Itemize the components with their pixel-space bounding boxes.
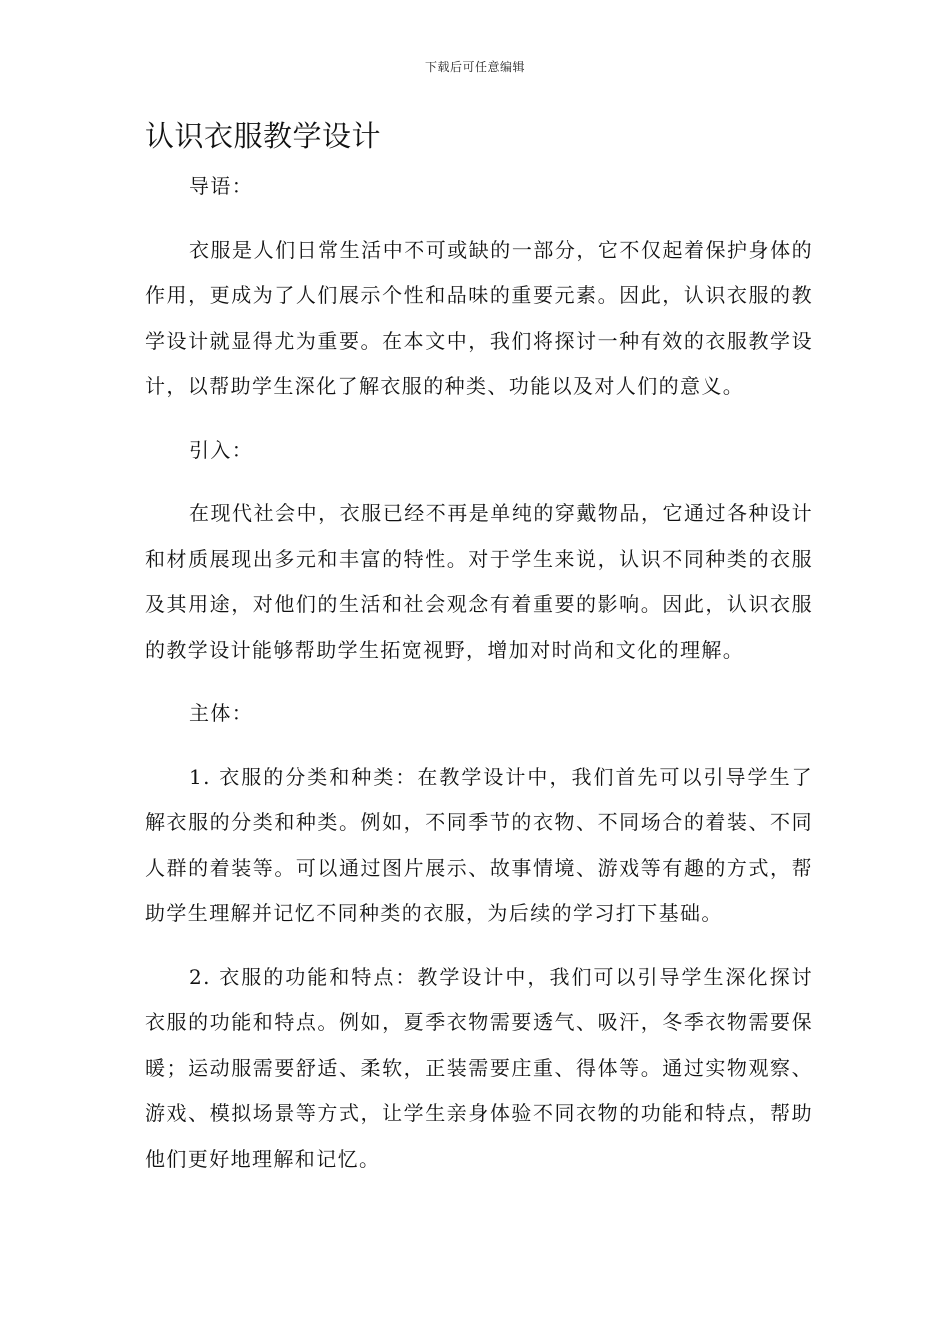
section-label-body: 主体： [189,701,254,725]
document-body [145,164,813,1200]
paragraph-point-1: 1. 衣服的分类和种类：在教学设计中，我们首先可以引导学生了解衣服的分类和种类。例如，不同季节的衣物、不同场合的着装、不同人群的着装等。可以通过图片展示、故事情境、游戏等有趣的方式，帮助学生理解并记忆不同种类的衣服，为后续的学习打下基础。 [145,764,813,925]
document-title: 认识衣服教学设计 [145,119,382,153]
paragraph-lead-in: 在现代社会中，衣服已经不再是单纯的穿戴物品，它通过各种设计和材质展现出多元和丰富的特性。对于学生来说，认识不同种类的衣服及其用途，对他们的生活和社会观念有着重要的影响。因此，认识衣服的教学设计能够帮助学生拓宽视野，增加对时尚和文化的理解。 [145,501,813,662]
paragraph-point-2: 2. 衣服的功能和特点：教学设计中，我们可以引导学生深化探讨衣服的功能和特点。例如，夏季衣物需要透气、吸汗，冬季衣物需要保暖；运动服需要舒适、柔软，正装需要庄重、得体等。通过实物观察、游戏、模拟场景等方式，让学生亲身体验不同衣物的功能和特点，帮助他们更好地理解和记忆。 [145,964,813,1171]
section-label-lead-in: 引入： [189,437,254,462]
paragraph-intro: 衣服是人们日常生活中不可或缺的一部分，它不仅起着保护身体的作用，更成为了人们展示个性和品味的重要元素。因此，认识衣服的教学设计就显得尤为重要。在本文中，我们将探讨一种有效的衣服教学设计，以帮助学生深化了解衣服的种类、功能以及对人们的意义。 [145,237,813,398]
header-note: 下载后可任意编辑 [424,60,525,74]
section-label-intro: 导语： [189,174,254,198]
